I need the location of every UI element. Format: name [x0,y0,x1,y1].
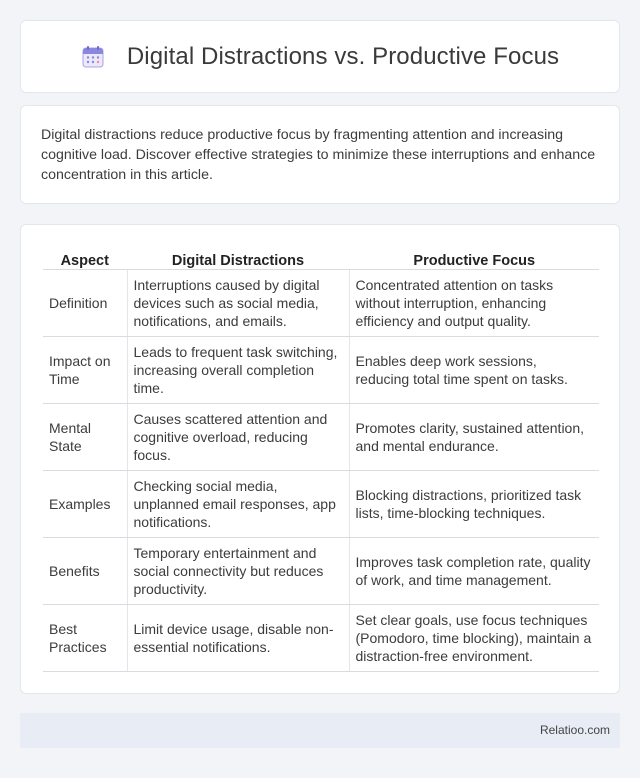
cell-aspect: Mental State [43,403,127,470]
cell-distractions: Temporary entertainment and social connectivity but reduces productivity. [127,537,349,604]
footer-brand[interactable]: Relatioo.com [539,723,610,737]
cell-focus: Promotes clarity, sustained attention, and mental endurance. [349,403,599,470]
table-row [43,403,599,470]
table-header-row [43,247,599,269]
cell-focus: Set clear goals, use focus techniques (Pomodoro, time blocking), maintain a distraction-free environment. [349,604,599,671]
cell-aspect: Examples [43,470,127,537]
cell-distractions: Checking social media, unplanned email responses, app notifications. [127,470,349,537]
table-row [43,470,599,537]
title-wrap [81,43,559,71]
cell-focus: Enables deep work sessions, reducing total time spent on tasks. [349,336,599,403]
comparison-table-card [20,224,620,694]
cell-distractions: Leads to frequent task switching, increasing overall completion time. [127,336,349,403]
header-card [20,20,620,93]
cell-distractions: Causes scattered attention and cognitive overload, reducing focus. [127,403,349,470]
table-row [43,336,599,403]
cell-aspect: Best Practices [43,604,127,671]
cell-focus: Concentrated attention on tasks without interruption, enhancing efficiency and output quality. [349,269,599,336]
header-aspect: Aspect [43,247,127,269]
table-row [43,269,599,336]
intro-card [20,105,620,204]
calendar-icon [81,45,105,69]
comparison-table [43,247,599,672]
cell-focus: Blocking distractions, prioritized task lists, time-blocking techniques. [349,470,599,537]
cell-distractions: Interruptions caused by digital devices such as social media, notifications, and emails. [127,269,349,336]
table-row [43,604,599,671]
cell-aspect: Impact on Time [43,336,127,403]
header-digital-distractions: Digital Distractions [127,247,349,269]
cell-aspect: Definition [43,269,127,336]
intro-text: Digital distractions reduce productive focus by fragmenting attention and increasing cognitive load. Discover effective strategies to minimize these interruptions and enhance concentration in this article. [41,127,596,183]
footer-bar [20,713,620,748]
cell-distractions: Limit device usage, disable non-essential notifications. [127,604,349,671]
cell-aspect: Benefits [43,537,127,604]
page-title: Digital Distractions vs. Productive Focus [126,42,560,70]
cell-focus: Improves task completion rate, quality of work, and time management. [349,537,599,604]
table-row [43,537,599,604]
header-productive-focus: Productive Focus [349,247,599,269]
